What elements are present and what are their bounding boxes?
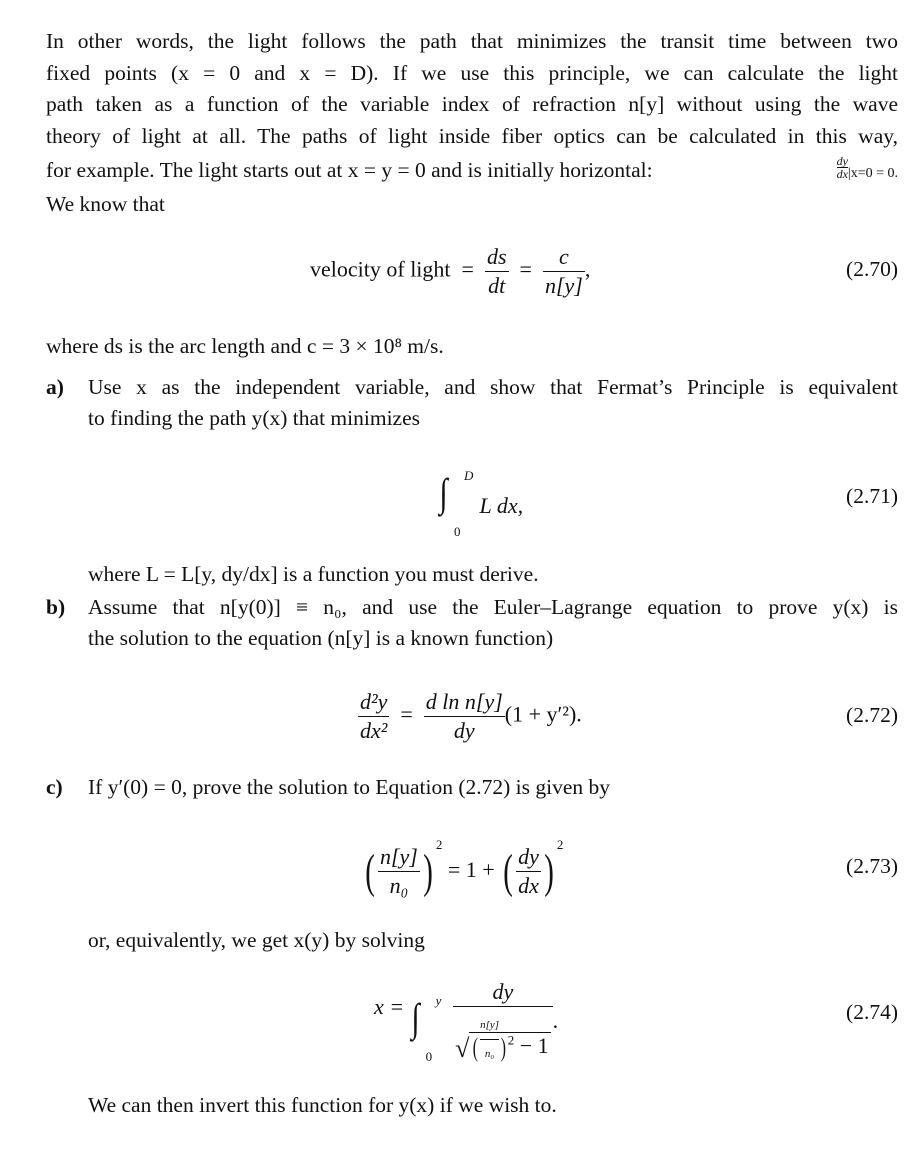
equation-2-72: $\frac{\text{d²y}}{\text{dx²}}$ = $\frac{\text{d ln n[y]}}{dy}$ (1 + y′²). bbox=[360, 689, 582, 743]
equation-2-74: x = ∫ y 0 dy √ ( $\frac{n[y]}{\text{n₀}}$ ) $^2$ − 1 . bbox=[374, 978, 558, 1068]
intro-line-condition bbox=[46, 152, 898, 189]
equation-number: (2.71) bbox=[846, 484, 898, 508]
equation-number: (2.72) bbox=[846, 703, 898, 727]
intro-line: We know that bbox=[46, 192, 165, 217]
equation-middle: = 1 + bbox=[447, 857, 495, 882]
equation-number: (2.74) bbox=[846, 1000, 898, 1024]
integral-lower-limit: 0 bbox=[454, 524, 461, 539]
fraction-numerator: d²y bbox=[358, 688, 389, 717]
fraction-numerator: dy bbox=[516, 843, 541, 872]
equation-2-71 bbox=[438, 465, 523, 543]
fraction-numerator: c bbox=[543, 243, 585, 272]
fraction-numerator: d ln n[y] bbox=[424, 688, 505, 717]
part-b-line2: the solution to the equation (n[y] is a known function) bbox=[88, 626, 554, 650]
sqrt-tail: − 1 bbox=[519, 1033, 549, 1059]
equation-number: (2.73) bbox=[846, 854, 898, 878]
fraction-numerator: dy bbox=[453, 978, 553, 1007]
part-c-label: c) bbox=[46, 775, 63, 799]
intro-line: path taken as a function of the variable index of refraction n[y] without using the wave bbox=[46, 92, 898, 116]
velocity-label: velocity of light bbox=[310, 256, 451, 282]
part-a-label: a) bbox=[46, 375, 64, 399]
d2y-dx2-fraction bbox=[358, 688, 389, 745]
c-over-n-fraction bbox=[543, 243, 585, 300]
intro-line: In other words, the light follows the path that minimizes the transit time between two bbox=[46, 29, 898, 53]
integrand: L dx, bbox=[479, 493, 524, 518]
dy-over-sqrt-fraction bbox=[453, 978, 553, 1068]
final-sentence: We can then invert this function for y(x) if we wish to. bbox=[88, 1093, 557, 1117]
equation-number: (2.70) bbox=[846, 257, 898, 281]
fraction-denominator: n[y] bbox=[544, 273, 583, 298]
intro-line: for example. The light starts out at x = y = 0 and is initially horizontal: bbox=[46, 157, 653, 182]
fraction-numerator: n[y] bbox=[378, 843, 420, 872]
rhs-tail: (1 + y′²). bbox=[504, 701, 582, 727]
part-b-line1: Assume that n[y(0)] ≡ n₀, and use the Euler–Lagrange equation to prove y(x) is bbox=[88, 595, 898, 619]
fraction-denominator: dx bbox=[518, 873, 539, 899]
dlnn-dy-fraction bbox=[424, 688, 505, 745]
part-c-or-line: or, equivalently, we get x(y) by solving bbox=[88, 928, 425, 952]
equation-2-70: velocity of light = $\frac{ds}{dt}$ = $\frac{c}{n[y]}$ , bbox=[310, 244, 591, 298]
fraction-denominator: dy bbox=[453, 718, 475, 743]
part-c-line1: If y′(0) = 0, prove the solution to Equation (2.72) is given by bbox=[88, 775, 610, 799]
equation-2-73: ( $\frac{n[y]}{\text{n₀}}$ )$^2$ = 1 + ( $\frac{dy}{dx}$ )$^2$ bbox=[365, 837, 564, 899]
part-a-after: where L = L[y, dy/dx] is a function you must derive. bbox=[88, 562, 539, 586]
equation-lhs: x = bbox=[374, 994, 405, 1020]
dy-dx-small-fraction: $\frac{dy}{dx}$ bbox=[836, 154, 848, 182]
part-a-line1: Use x as the independent variable, and show that Fermat’s Principle is equivalent bbox=[88, 375, 898, 399]
integral-sign: ∫ y 0 bbox=[410, 988, 444, 1058]
integral-sign: ∫ D 0 bbox=[438, 465, 474, 535]
intro-line: fixed points (x = 0 and x = D). If we use this principle, we can calculate the light bbox=[46, 60, 898, 85]
ds-dt-fraction bbox=[485, 243, 509, 300]
integral-upper-limit: D bbox=[464, 468, 474, 483]
fraction-numerator: ds bbox=[485, 243, 509, 272]
dy-dx-fraction bbox=[516, 843, 541, 900]
fraction-denominator: dt bbox=[488, 273, 506, 298]
sqrt-denominator: √ ( $\frac{n[y]}{\text{n₀}}$ ) $^2$ − 1 bbox=[453, 1007, 553, 1068]
arc-length-text: where ds is the arc length and c = 3 × 10⁸ m/s. bbox=[46, 334, 444, 358]
horizontal-condition-text: |x=0 = 0. bbox=[847, 165, 898, 181]
horizontal-condition bbox=[837, 152, 898, 189]
fraction-denominator: n₀ bbox=[389, 873, 409, 899]
intro-paragraph bbox=[46, 26, 898, 221]
part-a-line2: to finding the path y(x) that minimizes bbox=[88, 406, 420, 430]
n-over-n0-fraction bbox=[378, 843, 420, 900]
intro-line: theory of light at all. The paths of light inside fiber optics can be calculated in this way, bbox=[46, 123, 898, 148]
integral-lower-limit: 0 bbox=[425, 1049, 433, 1064]
fraction-denominator: dx² bbox=[360, 718, 388, 743]
part-b-label: b) bbox=[46, 595, 66, 619]
integral-upper-limit: y bbox=[435, 993, 442, 1008]
